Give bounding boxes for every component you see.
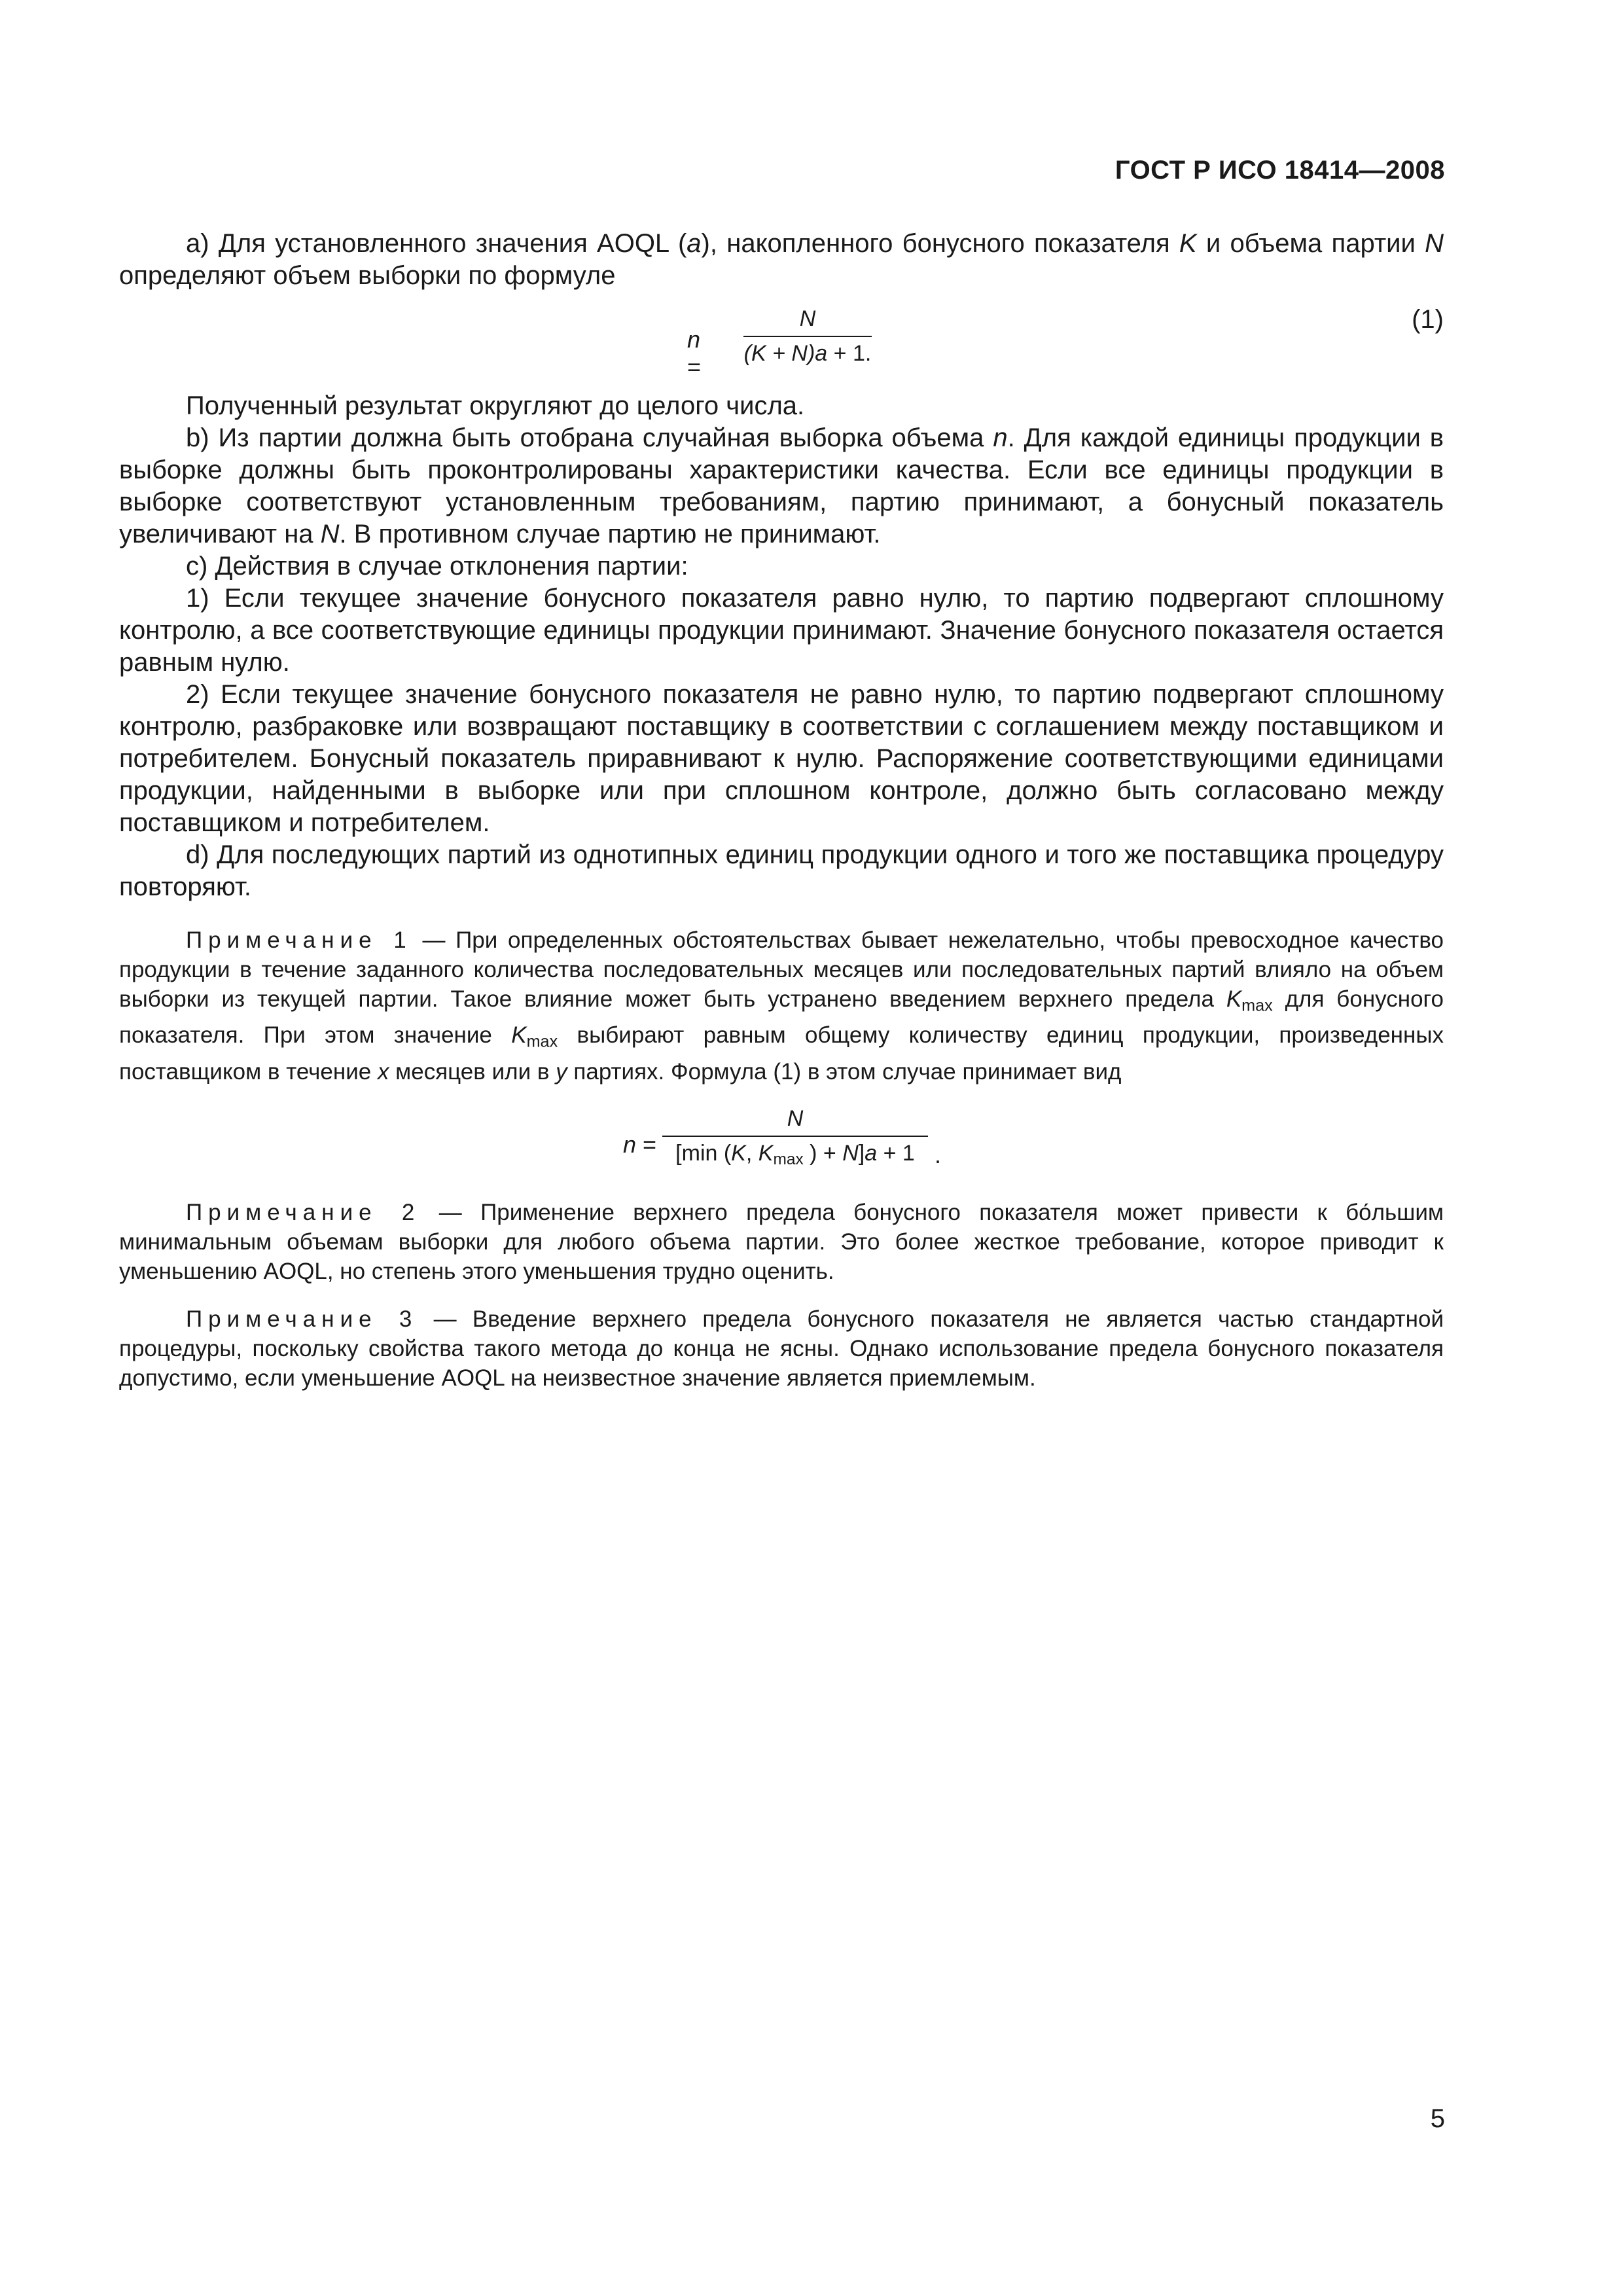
paragraph-rounded: Полученный результат округляют до целого числа. (186, 391, 805, 420)
equation-number: (1) (1412, 305, 1444, 334)
paragraph-b: b) Из партии должна быть отобрана случайная выборка объема n. Для каждой единицы продукции в выборке должны быть проконтролированы характеристики качества. Если все единицы продукции в выборке соответствуют установленным требованиям, партию принимают, а бонусный показатель увеличивают на N. В противном случае партию не принимают. (119, 423, 1444, 548)
paragraph-d: d) Для последующих партий из однотипных единиц продукции одного и того же поставщика процедуру повторяют. (119, 840, 1444, 901)
formula-2: n = N [min (K, $K_{max}$ ) + N]a + 1 . (623, 1105, 942, 1168)
note-2: Примечание 2 — Применение верхнего предела бонусного показателя может привести к бо́льшим минимальным объемам выборки для любого объема партии. Это более жесткое требование, которое приводит к уменьшению AOQL, но степень этого уменьшения трудно оценить. (119, 1199, 1444, 1284)
formula-2-fraction: N [min (K, $K_{max}$ ) + N]a + 1 (662, 1106, 928, 1169)
page-number: 5 (1430, 2104, 1445, 2133)
note-1: Примечание 1 — При определенных обстоятельствах бывает нежелательно, чтобы превосходное качество продукции в течение заданного количества последовательных месяцев или последовательных партий влияло на объем выборки из текущей партии. Такое влияние может быть устранено введением верхнего предела $K_{max}$ для бонусного показателя. При этом значение $K_{max}$ выбирают равным общему количеству единиц продукции, произведенных поставщиком в течение x месяцев или в y партиях. Формула (1) в этом случае принимает вид (119, 927, 1444, 1085)
paragraph-c1: 1) Если текущее значение бонусного показателя равно нулю, то партию подвергают сплошному контролю, а все соответствующие единицы продукции принимают. Значение бонусного показателя остается равным нулю. (119, 584, 1444, 677)
note-3: Примечание 3 — Введение верхнего предела бонусного показателя не является частью стандартной процедуры, поскольку свойства такого метода до конца не ясны. Однако использование предела бонусного показателя допустимо, если уменьшение AOQL на неизвестное значение является приемлемым. (119, 1306, 1444, 1391)
formula-1-fraction: N (K + N)a + 1. (743, 306, 872, 366)
document-header: ГОСТ Р ИСО 18414—2008 (1115, 156, 1445, 185)
paragraph-c: c) Действия в случае отклонения партии: (186, 552, 688, 581)
paragraph-c2: 2) Если текущее значение бонусного показателя не равно нулю, то партию подвергают сплошному контролю, разбраковке или возвращают поставщику в соответствии с соглашением между поставщиком и потребителем. Бонусный показатель приравнивают к нулю. Распоряжение соответствующими единицами продукции, найденными в выборке или при сплошном контроле, должно быть согласовано между поставщиком и потребителем. (119, 680, 1444, 837)
paragraph-a: a) Для установленного значения AOQL (a), накопленного бонусного показателя K и объема партии N определяют объем выборки по формуле (119, 229, 1444, 290)
formula-1: n = N (K + N)a + 1. (1) (687, 305, 1444, 380)
document-body (119, 228, 1444, 1393)
